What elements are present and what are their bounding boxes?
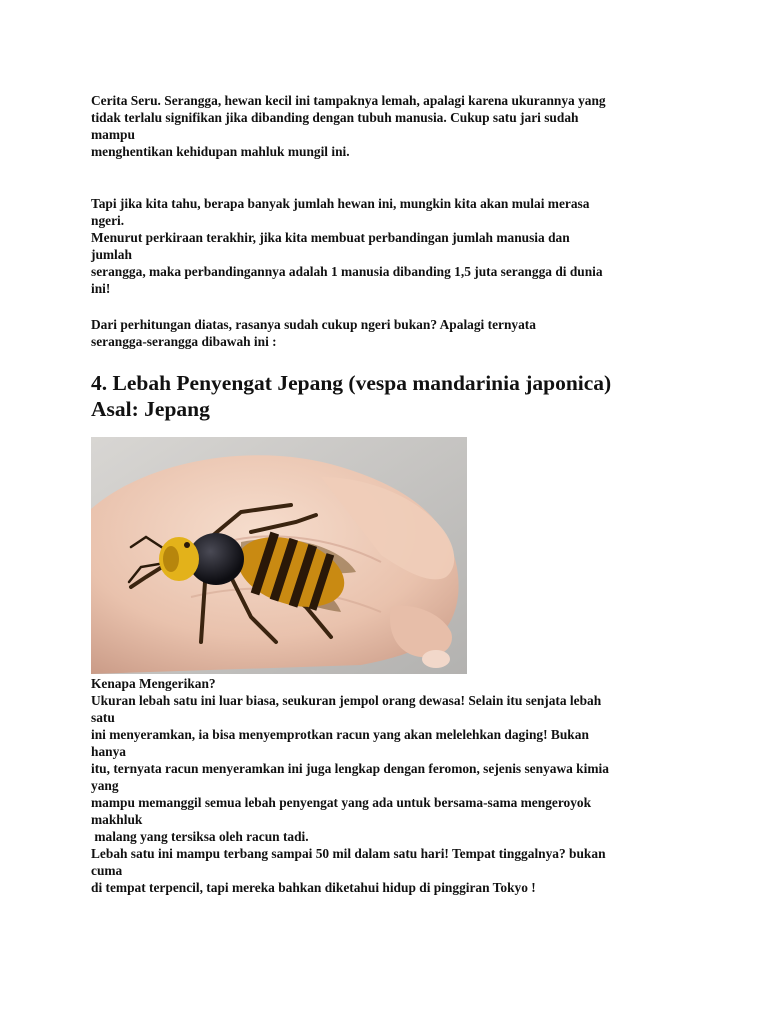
text-line: Dari perhitungan diatas, rasanya sudah cukup ngeri bukan? Apalagi ternyata bbox=[91, 317, 536, 332]
text-line: di tempat terpencil, tapi mereka bahkan diketahui hidup di pinggiran Tokyo ! bbox=[91, 880, 536, 895]
text-line: ini! bbox=[91, 281, 111, 296]
text-line: menghentikan kehidupan mahluk mungil ini. bbox=[91, 144, 350, 159]
population-paragraph bbox=[91, 195, 691, 297]
transition-paragraph bbox=[91, 316, 691, 350]
text-line: malang yang tersiksa oleh racun tadi. bbox=[91, 829, 309, 844]
hornet-on-hand-photo bbox=[91, 437, 467, 674]
text-line: jumlah bbox=[91, 247, 132, 262]
photo-illustration bbox=[91, 437, 467, 674]
why-scary-paragraph bbox=[91, 675, 691, 896]
text-line: Kenapa Mengerikan? bbox=[91, 676, 216, 691]
text-line: Cerita Seru. Serangga, hewan kecil ini tampaknya lemah, apalagi karena ukurannya yang bbox=[91, 93, 606, 108]
text-line: satu bbox=[91, 710, 115, 725]
text-line: hanya bbox=[91, 744, 126, 759]
text-line: Menurut perkiraan terakhir, jika kita membuat perbandingan jumlah manusia dan bbox=[91, 230, 570, 245]
text-line: mampu bbox=[91, 127, 135, 142]
section-heading bbox=[91, 370, 711, 422]
text-line: serangga-serangga dibawah ini : bbox=[91, 334, 277, 349]
text-line: itu, ternyata racun menyeramkan ini juga lengkap dengan feromon, sejenis senyawa kimia bbox=[91, 761, 609, 776]
text-line: cuma bbox=[91, 863, 123, 878]
text-line: yang bbox=[91, 778, 119, 793]
text-line: tidak terlalu signifikan jika dibanding dengan tubuh manusia. Cukup satu jari sudah bbox=[91, 110, 579, 125]
text-line: ini menyeramkan, ia bisa menyemprotkan racun yang akan melelehkan daging! Bukan bbox=[91, 727, 589, 742]
intro-paragraph bbox=[91, 92, 691, 160]
text-line: Tapi jika kita tahu, berapa banyak jumlah hewan ini, mungkin kita akan mulai merasa bbox=[91, 196, 590, 211]
heading-origin: Asal: Jepang bbox=[91, 397, 210, 421]
heading-title: 4. Lebah Penyengat Jepang (vespa mandarinia japonica) bbox=[91, 371, 612, 395]
text-line: serangga, maka perbandingannya adalah 1 manusia dibanding 1,5 juta serangga di dunia bbox=[91, 264, 603, 279]
text-line: Lebah satu ini mampu terbang sampai 50 mil dalam satu hari! Tempat tinggalnya? bukan bbox=[91, 846, 606, 861]
text-line: ngeri. bbox=[91, 213, 125, 228]
text-line: mampu memanggil semua lebah penyengat yang ada untuk bersama-sama mengeroyok bbox=[91, 795, 592, 810]
text-line: Ukuran lebah satu ini luar biasa, seukuran jempol orang dewasa! Selain itu senjata lebah bbox=[91, 693, 602, 708]
text-line: makhluk bbox=[91, 812, 143, 827]
